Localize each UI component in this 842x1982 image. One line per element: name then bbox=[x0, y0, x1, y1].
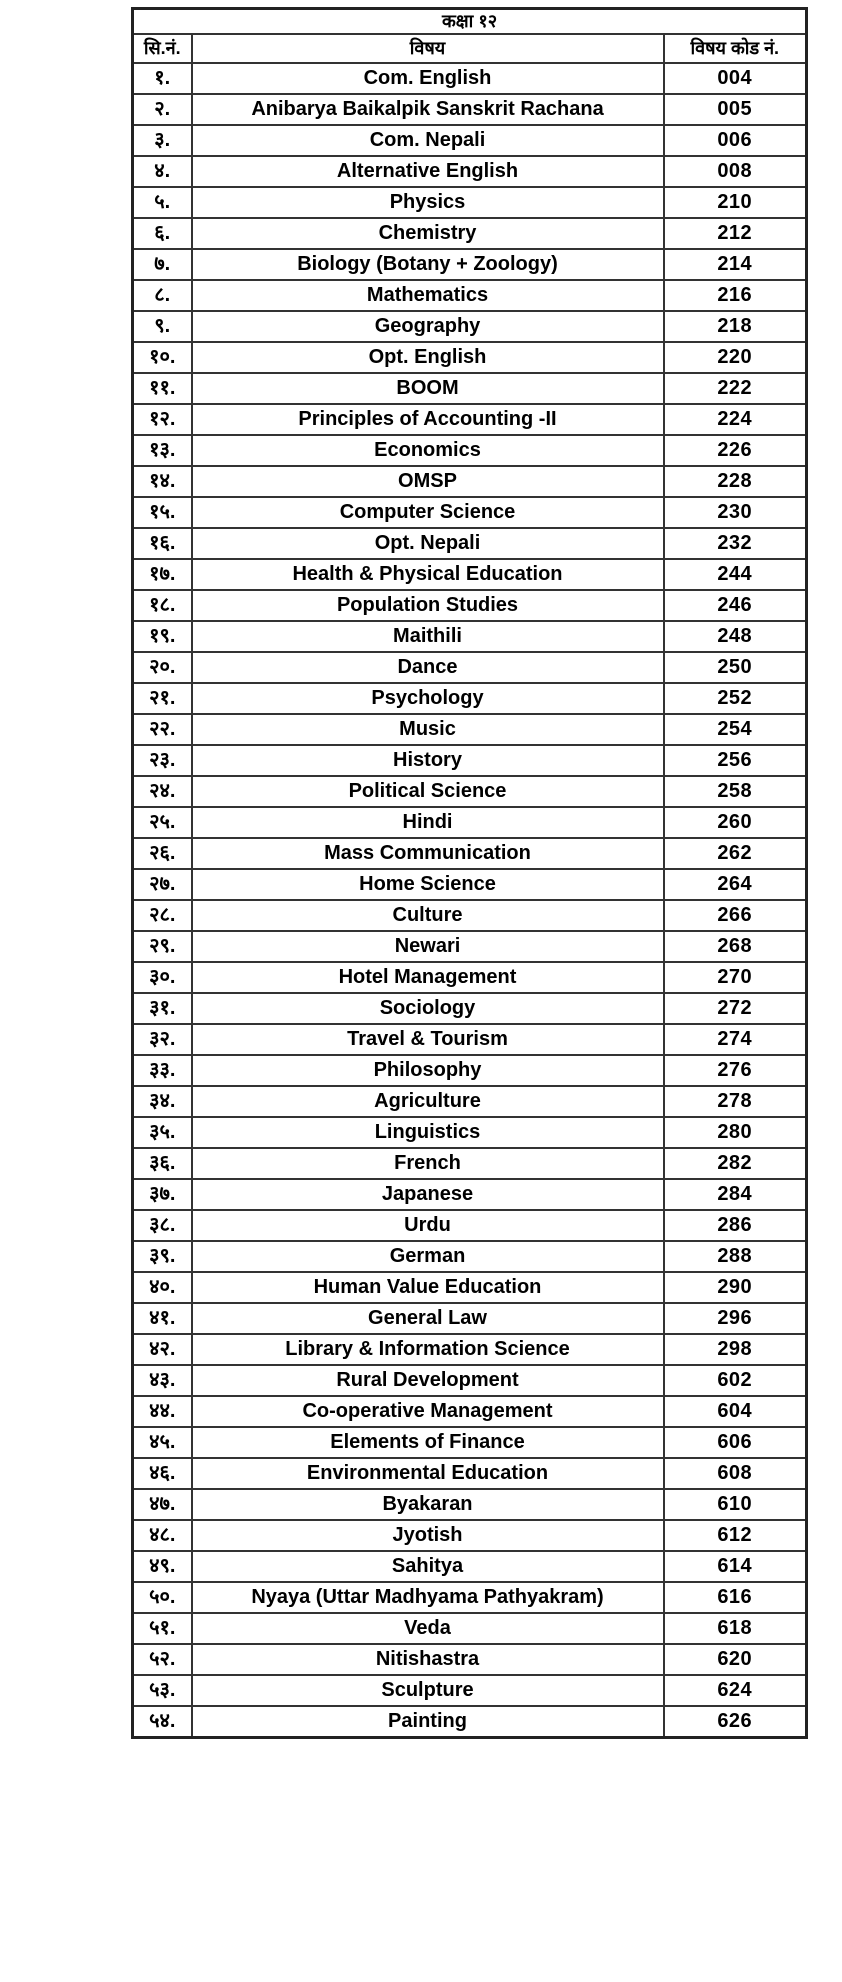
header-row bbox=[133, 34, 807, 63]
subject-cell: Physics bbox=[192, 187, 664, 218]
code-cell: 296 bbox=[664, 1303, 807, 1334]
serial-cell: २८. bbox=[133, 900, 192, 931]
code-cell: 260 bbox=[664, 807, 807, 838]
code-cell: 216 bbox=[664, 280, 807, 311]
table-row bbox=[133, 1303, 807, 1334]
table-row bbox=[133, 559, 807, 590]
code-cell: 272 bbox=[664, 993, 807, 1024]
code-cell: 252 bbox=[664, 683, 807, 714]
table-row bbox=[133, 1272, 807, 1303]
table-row bbox=[133, 1582, 807, 1613]
table-row bbox=[133, 435, 807, 466]
code-cell: 266 bbox=[664, 900, 807, 931]
serial-cell: १२. bbox=[133, 404, 192, 435]
serial-cell: २४. bbox=[133, 776, 192, 807]
serial-cell: १८. bbox=[133, 590, 192, 621]
serial-cell: ५. bbox=[133, 187, 192, 218]
subject-cell: Com. Nepali bbox=[192, 125, 664, 156]
serial-cell: ७. bbox=[133, 249, 192, 280]
table-row bbox=[133, 404, 807, 435]
table-row bbox=[133, 1489, 807, 1520]
subject-cell: Nyaya (Uttar Madhyama Pathyakram) bbox=[192, 1582, 664, 1613]
table-row bbox=[133, 714, 807, 745]
table-row bbox=[133, 869, 807, 900]
code-cell: 282 bbox=[664, 1148, 807, 1179]
table-title: कक्षा १२ bbox=[133, 9, 807, 35]
serial-cell: १०. bbox=[133, 342, 192, 373]
subject-cell: Newari bbox=[192, 931, 664, 962]
column-header-subject: विषय bbox=[192, 34, 664, 63]
serial-cell: ३३. bbox=[133, 1055, 192, 1086]
table-row bbox=[133, 838, 807, 869]
code-cell: 222 bbox=[664, 373, 807, 404]
code-cell: 274 bbox=[664, 1024, 807, 1055]
serial-cell: ४३. bbox=[133, 1365, 192, 1396]
subject-cell: Computer Science bbox=[192, 497, 664, 528]
table-row bbox=[133, 342, 807, 373]
code-cell: 268 bbox=[664, 931, 807, 962]
serial-cell: ९. bbox=[133, 311, 192, 342]
table-row bbox=[133, 683, 807, 714]
serial-cell: ४०. bbox=[133, 1272, 192, 1303]
serial-cell: १७. bbox=[133, 559, 192, 590]
code-cell: 614 bbox=[664, 1551, 807, 1582]
code-cell: 284 bbox=[664, 1179, 807, 1210]
code-cell: 612 bbox=[664, 1520, 807, 1551]
serial-cell: ४८. bbox=[133, 1520, 192, 1551]
subject-cell: Dance bbox=[192, 652, 664, 683]
table-row bbox=[133, 1179, 807, 1210]
table-row bbox=[133, 1644, 807, 1675]
table-row bbox=[133, 776, 807, 807]
serial-cell: १६. bbox=[133, 528, 192, 559]
serial-cell: ३९. bbox=[133, 1241, 192, 1272]
table-row bbox=[133, 218, 807, 249]
code-cell: 005 bbox=[664, 94, 807, 125]
serial-cell: १३. bbox=[133, 435, 192, 466]
subject-cell: German bbox=[192, 1241, 664, 1272]
table-row bbox=[133, 1334, 807, 1365]
code-cell: 258 bbox=[664, 776, 807, 807]
serial-cell: ४७. bbox=[133, 1489, 192, 1520]
code-cell: 228 bbox=[664, 466, 807, 497]
subject-cell: Sculpture bbox=[192, 1675, 664, 1706]
code-cell: 232 bbox=[664, 528, 807, 559]
subject-cell: Population Studies bbox=[192, 590, 664, 621]
code-cell: 276 bbox=[664, 1055, 807, 1086]
table-row bbox=[133, 1613, 807, 1644]
table-row bbox=[133, 94, 807, 125]
table-row bbox=[133, 249, 807, 280]
subject-cell: Library & Information Science bbox=[192, 1334, 664, 1365]
subject-cell: Alternative English bbox=[192, 156, 664, 187]
subject-cell: Maithili bbox=[192, 621, 664, 652]
table-row bbox=[133, 1148, 807, 1179]
code-cell: 604 bbox=[664, 1396, 807, 1427]
serial-cell: ३. bbox=[133, 125, 192, 156]
serial-cell: ३२. bbox=[133, 1024, 192, 1055]
code-cell: 616 bbox=[664, 1582, 807, 1613]
table-row bbox=[133, 652, 807, 683]
subject-cell: Health & Physical Education bbox=[192, 559, 664, 590]
subject-cell: Anibarya Baikalpik Sanskrit Rachana bbox=[192, 94, 664, 125]
code-cell: 264 bbox=[664, 869, 807, 900]
serial-cell: २६. bbox=[133, 838, 192, 869]
subject-cell: Sociology bbox=[192, 993, 664, 1024]
subject-cell: Hindi bbox=[192, 807, 664, 838]
subject-cell: Economics bbox=[192, 435, 664, 466]
code-cell: 006 bbox=[664, 125, 807, 156]
table-row bbox=[133, 528, 807, 559]
table-row bbox=[133, 621, 807, 652]
code-cell: 270 bbox=[664, 962, 807, 993]
table-row bbox=[133, 1458, 807, 1489]
table-row bbox=[133, 63, 807, 94]
serial-cell: १. bbox=[133, 63, 192, 94]
subject-cell: Agriculture bbox=[192, 1086, 664, 1117]
class-12-subjects-table bbox=[131, 7, 808, 1739]
subject-cell: Psychology bbox=[192, 683, 664, 714]
code-cell: 254 bbox=[664, 714, 807, 745]
subject-cell: Chemistry bbox=[192, 218, 664, 249]
serial-cell: २३. bbox=[133, 745, 192, 776]
table-body bbox=[133, 63, 807, 1738]
code-cell: 210 bbox=[664, 187, 807, 218]
serial-cell: ५१. bbox=[133, 1613, 192, 1644]
serial-cell: ४६. bbox=[133, 1458, 192, 1489]
serial-cell: १९. bbox=[133, 621, 192, 652]
subject-cell: Environmental Education bbox=[192, 1458, 664, 1489]
subject-cell: Biology (Botany + Zoology) bbox=[192, 249, 664, 280]
subject-cell: BOOM bbox=[192, 373, 664, 404]
subject-cell: Veda bbox=[192, 1613, 664, 1644]
subject-cell: Mathematics bbox=[192, 280, 664, 311]
code-cell: 262 bbox=[664, 838, 807, 869]
serial-cell: २९. bbox=[133, 931, 192, 962]
serial-cell: ४१. bbox=[133, 1303, 192, 1334]
subject-cell: Travel & Tourism bbox=[192, 1024, 664, 1055]
table-row bbox=[133, 931, 807, 962]
code-cell: 288 bbox=[664, 1241, 807, 1272]
serial-cell: २. bbox=[133, 94, 192, 125]
serial-cell: ६. bbox=[133, 218, 192, 249]
code-cell: 602 bbox=[664, 1365, 807, 1396]
serial-cell: ५४. bbox=[133, 1706, 192, 1738]
code-cell: 246 bbox=[664, 590, 807, 621]
code-cell: 286 bbox=[664, 1210, 807, 1241]
subject-cell: Culture bbox=[192, 900, 664, 931]
subject-cell: Nitishastra bbox=[192, 1644, 664, 1675]
code-cell: 250 bbox=[664, 652, 807, 683]
table-row bbox=[133, 900, 807, 931]
code-cell: 248 bbox=[664, 621, 807, 652]
table-row bbox=[133, 497, 807, 528]
subject-cell: Hotel Management bbox=[192, 962, 664, 993]
code-cell: 624 bbox=[664, 1675, 807, 1706]
table-row bbox=[133, 1055, 807, 1086]
serial-cell: २७. bbox=[133, 869, 192, 900]
subject-cell: Opt. English bbox=[192, 342, 664, 373]
table-row bbox=[133, 1520, 807, 1551]
subject-cell: History bbox=[192, 745, 664, 776]
serial-cell: २०. bbox=[133, 652, 192, 683]
subject-cell: Rural Development bbox=[192, 1365, 664, 1396]
subject-cell: Com. English bbox=[192, 63, 664, 94]
code-cell: 298 bbox=[664, 1334, 807, 1365]
subject-cell: Linguistics bbox=[192, 1117, 664, 1148]
serial-cell: १४. bbox=[133, 466, 192, 497]
serial-cell: ४. bbox=[133, 156, 192, 187]
code-cell: 214 bbox=[664, 249, 807, 280]
table-row bbox=[133, 280, 807, 311]
serial-cell: २१. bbox=[133, 683, 192, 714]
subject-cell: French bbox=[192, 1148, 664, 1179]
subject-cell: Philosophy bbox=[192, 1055, 664, 1086]
table-row bbox=[133, 1024, 807, 1055]
subject-cell: Byakaran bbox=[192, 1489, 664, 1520]
serial-cell: ३४. bbox=[133, 1086, 192, 1117]
subject-cell: Jyotish bbox=[192, 1520, 664, 1551]
table-row bbox=[133, 373, 807, 404]
table-row bbox=[133, 1241, 807, 1272]
subject-cell: Co-operative Management bbox=[192, 1396, 664, 1427]
table-row bbox=[133, 311, 807, 342]
code-cell: 606 bbox=[664, 1427, 807, 1458]
serial-cell: ३७. bbox=[133, 1179, 192, 1210]
table-row bbox=[133, 466, 807, 497]
code-cell: 220 bbox=[664, 342, 807, 373]
serial-cell: ५२. bbox=[133, 1644, 192, 1675]
column-header-serial: सि.नं. bbox=[133, 34, 192, 63]
serial-cell: ३१. bbox=[133, 993, 192, 1024]
table-row bbox=[133, 125, 807, 156]
serial-cell: ४४. bbox=[133, 1396, 192, 1427]
table-row bbox=[133, 962, 807, 993]
code-cell: 626 bbox=[664, 1706, 807, 1738]
serial-cell: २५. bbox=[133, 807, 192, 838]
subject-cell: Japanese bbox=[192, 1179, 664, 1210]
subject-cell: Painting bbox=[192, 1706, 664, 1738]
table-row bbox=[133, 1210, 807, 1241]
column-header-code: विषय कोड नं. bbox=[664, 34, 807, 63]
serial-cell: २२. bbox=[133, 714, 192, 745]
code-cell: 230 bbox=[664, 497, 807, 528]
subject-cell: Home Science bbox=[192, 869, 664, 900]
serial-cell: ५०. bbox=[133, 1582, 192, 1613]
subject-cell: Political Science bbox=[192, 776, 664, 807]
table-row bbox=[133, 1365, 807, 1396]
serial-cell: ३५. bbox=[133, 1117, 192, 1148]
subject-cell: Music bbox=[192, 714, 664, 745]
serial-cell: १५. bbox=[133, 497, 192, 528]
code-cell: 610 bbox=[664, 1489, 807, 1520]
table-row bbox=[133, 1086, 807, 1117]
table-row bbox=[133, 1117, 807, 1148]
subject-cell: General Law bbox=[192, 1303, 664, 1334]
code-cell: 004 bbox=[664, 63, 807, 94]
code-cell: 218 bbox=[664, 311, 807, 342]
subject-cell: Mass Communication bbox=[192, 838, 664, 869]
code-cell: 226 bbox=[664, 435, 807, 466]
subject-cell: Opt. Nepali bbox=[192, 528, 664, 559]
code-cell: 008 bbox=[664, 156, 807, 187]
table-row bbox=[133, 1396, 807, 1427]
serial-cell: ३६. bbox=[133, 1148, 192, 1179]
table-row bbox=[133, 1675, 807, 1706]
table-row bbox=[133, 590, 807, 621]
serial-cell: ४५. bbox=[133, 1427, 192, 1458]
title-row bbox=[133, 9, 807, 35]
table-row bbox=[133, 156, 807, 187]
subject-cell: Elements of Finance bbox=[192, 1427, 664, 1458]
serial-cell: ३०. bbox=[133, 962, 192, 993]
code-cell: 212 bbox=[664, 218, 807, 249]
table-row bbox=[133, 187, 807, 218]
table-row bbox=[133, 1706, 807, 1738]
table-row bbox=[133, 993, 807, 1024]
code-cell: 224 bbox=[664, 404, 807, 435]
serial-cell: ४२. bbox=[133, 1334, 192, 1365]
subject-cell: Urdu bbox=[192, 1210, 664, 1241]
subject-cell: Principles of Accounting -II bbox=[192, 404, 664, 435]
serial-cell: ४९. bbox=[133, 1551, 192, 1582]
table-row bbox=[133, 807, 807, 838]
code-cell: 280 bbox=[664, 1117, 807, 1148]
serial-cell: ५३. bbox=[133, 1675, 192, 1706]
subject-cell: Geography bbox=[192, 311, 664, 342]
code-cell: 244 bbox=[664, 559, 807, 590]
serial-cell: ११. bbox=[133, 373, 192, 404]
table-row bbox=[133, 1551, 807, 1582]
code-cell: 256 bbox=[664, 745, 807, 776]
subject-cell: Human Value Education bbox=[192, 1272, 664, 1303]
subject-cell: Sahitya bbox=[192, 1551, 664, 1582]
code-cell: 278 bbox=[664, 1086, 807, 1117]
serial-cell: ३८. bbox=[133, 1210, 192, 1241]
serial-cell: ८. bbox=[133, 280, 192, 311]
code-cell: 618 bbox=[664, 1613, 807, 1644]
table-row bbox=[133, 1427, 807, 1458]
subject-cell: OMSP bbox=[192, 466, 664, 497]
table-row bbox=[133, 745, 807, 776]
code-cell: 620 bbox=[664, 1644, 807, 1675]
code-cell: 290 bbox=[664, 1272, 807, 1303]
code-cell: 608 bbox=[664, 1458, 807, 1489]
